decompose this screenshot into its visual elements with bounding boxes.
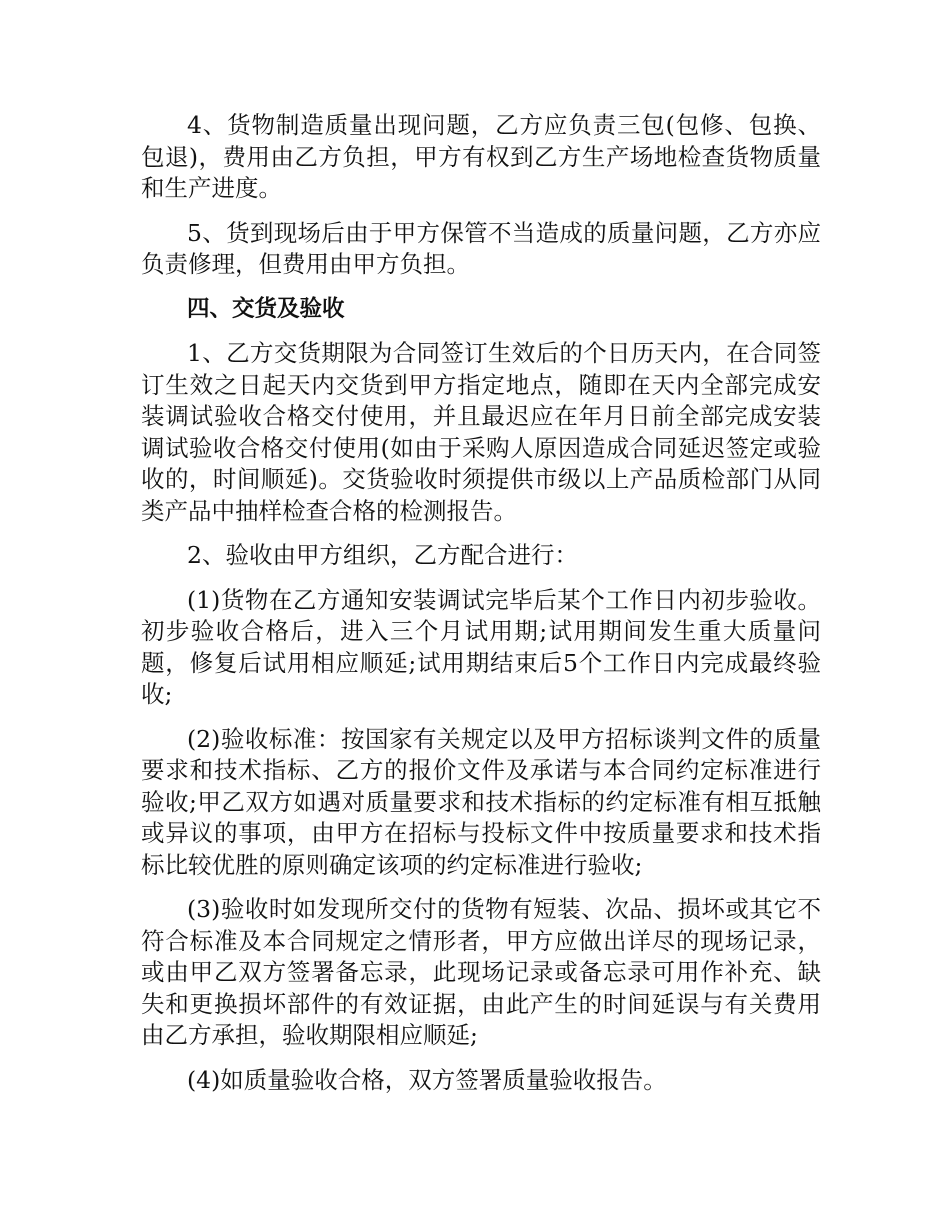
paragraph-delivery-1: 1、乙方交货期限为合同签订生效后的个日历天内，在合同签订生效之日起天内交货到甲方指定地点，随即在天内全部完成安装调试验收合格交付使用，并且最迟应在年月日前全部完成安装调试验收合格交付使用(如由于采购人原因造成合同延迟签定或验收的，时间顺延)。交货验收时须提供市级以上产品质检部门从同类产品中抽样检查合格的检测报告。 [141, 339, 821, 525]
section-heading-delivery-acceptance: 四、交货及验收 [187, 295, 345, 322]
paragraph-item-4: 4、货物制造质量出现问题，乙方应负责三包(包修、包换、包退)，费用由乙方负担，甲方有权到乙方生产场地检查货物质量和生产进度。 [141, 111, 821, 202]
paragraph-acceptance-sub-4: (4)如质量验收合格，双方签署质量验收报告。 [187, 1065, 667, 1094]
paragraph-acceptance-sub-1: (1)货物在乙方通知安装调试完毕后某个工作日内初步验收。初步验收合格后，进入三个月试用期;试用期间发生重大质量问题，修复后试用相应顺延;试用期结束后5个工作日内完成最终验收; [141, 585, 821, 708]
paragraph-acceptance-sub-3: (3)验收时如发现所交付的货物有短装、次品、损坏或其它不符合标准及本合同规定之情形者，甲方应做出详尽的现场记录，或由甲乙双方签署备忘录，此现场记录或备忘录可用作补充、缺失和更换损坏部件的有效证据，由此产生的时间延误与有关费用由乙方承担，验收期限相应顺延; [141, 895, 821, 1049]
paragraph-acceptance-sub-2: (2)验收标准：按国家有关规定以及甲方招标谈判文件的质量要求和技术指标、乙方的报价文件及承诺与本合同约定标准进行验收;甲乙双方如遇对质量要求和技术指标的约定标准有相互抵触或异议的事项，由甲方在招标与投标文件中按质量要求和技术指标比较优胜的原则确定该项的约定标准进行验收; [141, 724, 821, 879]
paragraph-acceptance-2: 2、验收由甲方组织，乙方配合进行： [187, 541, 578, 569]
document-body [141, 110, 821, 1109]
paragraph-item-5: 5、货到现场后由于甲方保管不当造成的质量问题，乙方亦应负责修理，但费用由甲方负担。 [141, 218, 821, 278]
